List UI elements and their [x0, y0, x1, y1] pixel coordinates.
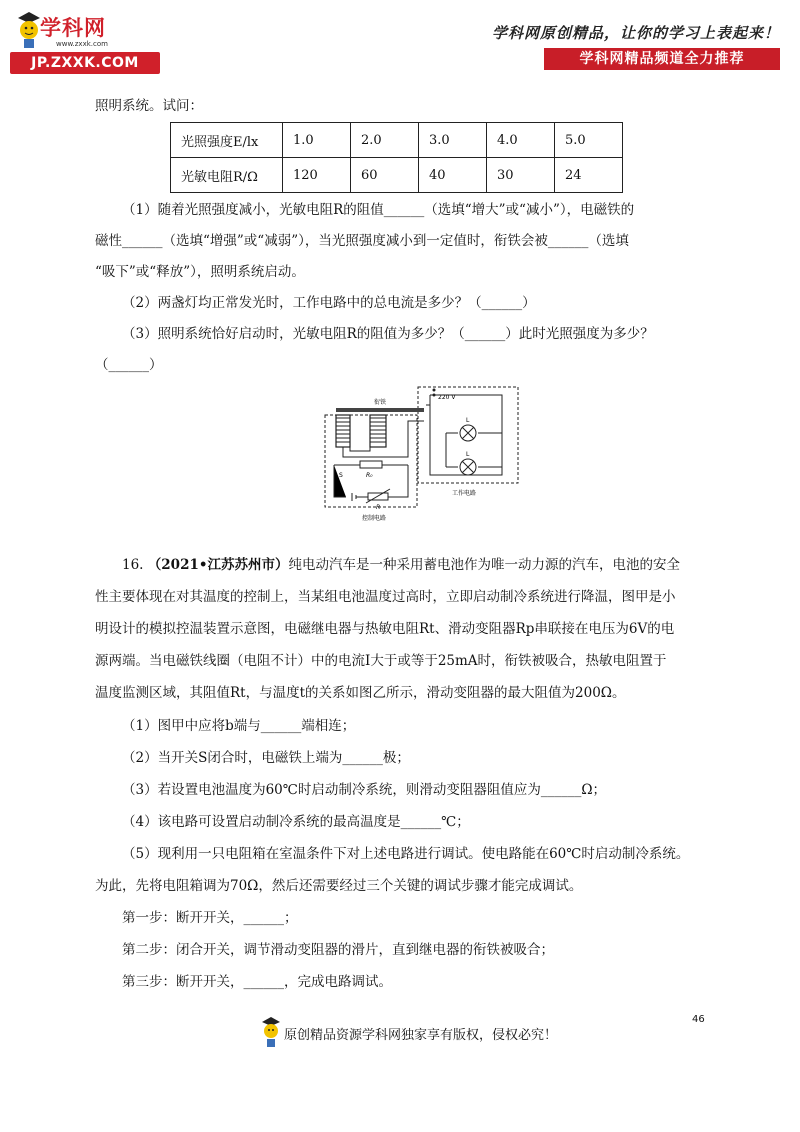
question-line: （3）照明系统恰好启动时，光敏电阻R的阻值为多少？（______）此时光照强度为多少？ — [122, 326, 654, 342]
question-source: （2021•江苏苏州市） — [147, 557, 289, 573]
question-line: “吸下”或“释放”），照明系统启动。 — [95, 264, 305, 280]
label-r: R — [376, 504, 381, 511]
question-line: 磁性______（选填“增强”或“减弱”），当光照强度减小到一定值时，衔铁会被______（选填 — [95, 233, 629, 249]
table-cell: 60 — [351, 158, 419, 193]
question-line: （5）现利用一只电阻箱在室温条件下对上述电路进行调试。使电路能在60℃时启动制冷系统。 — [122, 846, 690, 862]
table-cell: 2.0 — [351, 123, 419, 158]
question-16 — [122, 556, 680, 574]
question-line: （2）当开关S闭合时，电磁铁上端为______极； — [122, 750, 410, 766]
header-slogan: 学科网原创精品，让你的学习上表起来！ — [491, 24, 780, 42]
question-line: （4）该电路可设置启动制冷系统的最高温度是______℃； — [122, 814, 470, 830]
logo-url: JP.ZXXK.COM — [31, 55, 139, 71]
question-line: 第三步：断开开关，______，完成电路调试。 — [122, 974, 392, 990]
table-cell: 30 — [487, 158, 555, 193]
table-cell: 120 — [283, 158, 351, 193]
question-line: （2）两盏灯均正常发光时，工作电路中的总电流是多少？（______） — [122, 295, 536, 311]
table-cell: 光照强度E/lx — [171, 123, 283, 158]
question-line: 为此，先将电阻箱调为70Ω，然后还需要经过三个关键的调试步骤才能完成调试。 — [95, 878, 583, 894]
intro-text: 照明系统。试问： — [95, 98, 203, 114]
question-line: （1）随着光照强度减小，光敏电阻R的阻值______（选填“增大”或“减小”），电磁铁的 — [122, 202, 635, 218]
label-r0: R₀ — [366, 472, 373, 479]
question-line: 第二步：闭合开关，调节滑动变阻器的滑片，直到继电器的衔铁被吸合； — [122, 942, 554, 958]
logo-url-small: www.zxxk.com — [56, 40, 108, 48]
label-armature: 衔铁 — [374, 399, 387, 406]
table-cell: 4.0 — [487, 123, 555, 158]
table-cell: 40 — [419, 158, 487, 193]
question-number: 16. — [122, 557, 144, 573]
label-control-circuit: 控制电路 — [362, 515, 387, 522]
question-line: 第一步：断开开关，______； — [122, 910, 298, 926]
table-cell: 光敏电阻R/Ω — [171, 158, 283, 193]
label-lamp-2: L — [466, 451, 470, 458]
table-cell: 24 — [555, 158, 623, 193]
table-row — [171, 123, 623, 158]
data-table — [170, 122, 623, 193]
table-cell: 5.0 — [555, 123, 623, 158]
question-line: （1）图甲中应将b端与______端相连； — [122, 718, 356, 734]
page-number: 46 — [692, 1014, 705, 1025]
question-line: 温度监测区域，其阻值Rt，与温度t的关系如图乙所示，滑动变阻器的最大阻值为200Ω。 — [95, 685, 626, 701]
question-line: 性主要体现在对其温度的控制上，当某组电池温度过高时，立即启动制冷系统进行降温，图甲是小 — [95, 589, 676, 605]
table-cell: 1.0 — [283, 123, 351, 158]
label-work-circuit: 工作电路 — [452, 490, 477, 497]
question-line: 源两端。当电磁铁线圈（电阻不计）中的电流I大于或等于25mA时，衔铁被吸合，热敏电阻置于 — [95, 653, 667, 669]
logo-text: 学科网 — [40, 16, 106, 40]
label-lamp-1: L — [466, 417, 470, 424]
table-cell: 3.0 — [419, 123, 487, 158]
question-line: （______） — [95, 357, 163, 373]
question-line: （3）若设置电池温度为60℃时启动制冷系统，则滑动变阻器阻值应为______Ω； — [122, 782, 607, 798]
label-voltage: 220 V — [438, 394, 456, 401]
question-line: 纯电动汽车是一种采用蓄电池作为唯一动力源的汽车，电池的安全 — [288, 557, 680, 573]
table-row — [171, 158, 623, 193]
mascot-icon — [260, 1016, 282, 1048]
circuit-diagram — [322, 385, 522, 525]
site-logo[interactable] — [10, 10, 170, 74]
footer-copyright: 原创精品资源学科网独家享有版权，侵权必究！ — [284, 1028, 558, 1043]
header-banner: 学科网精品频道全力推荐 — [544, 48, 780, 70]
label-switch: S — [339, 472, 343, 479]
question-line: 明设计的模拟控温装置示意图，电磁继电器与热敏电阻Rt、滑动变阻器Rp串联接在电压为6V的电 — [95, 621, 675, 637]
